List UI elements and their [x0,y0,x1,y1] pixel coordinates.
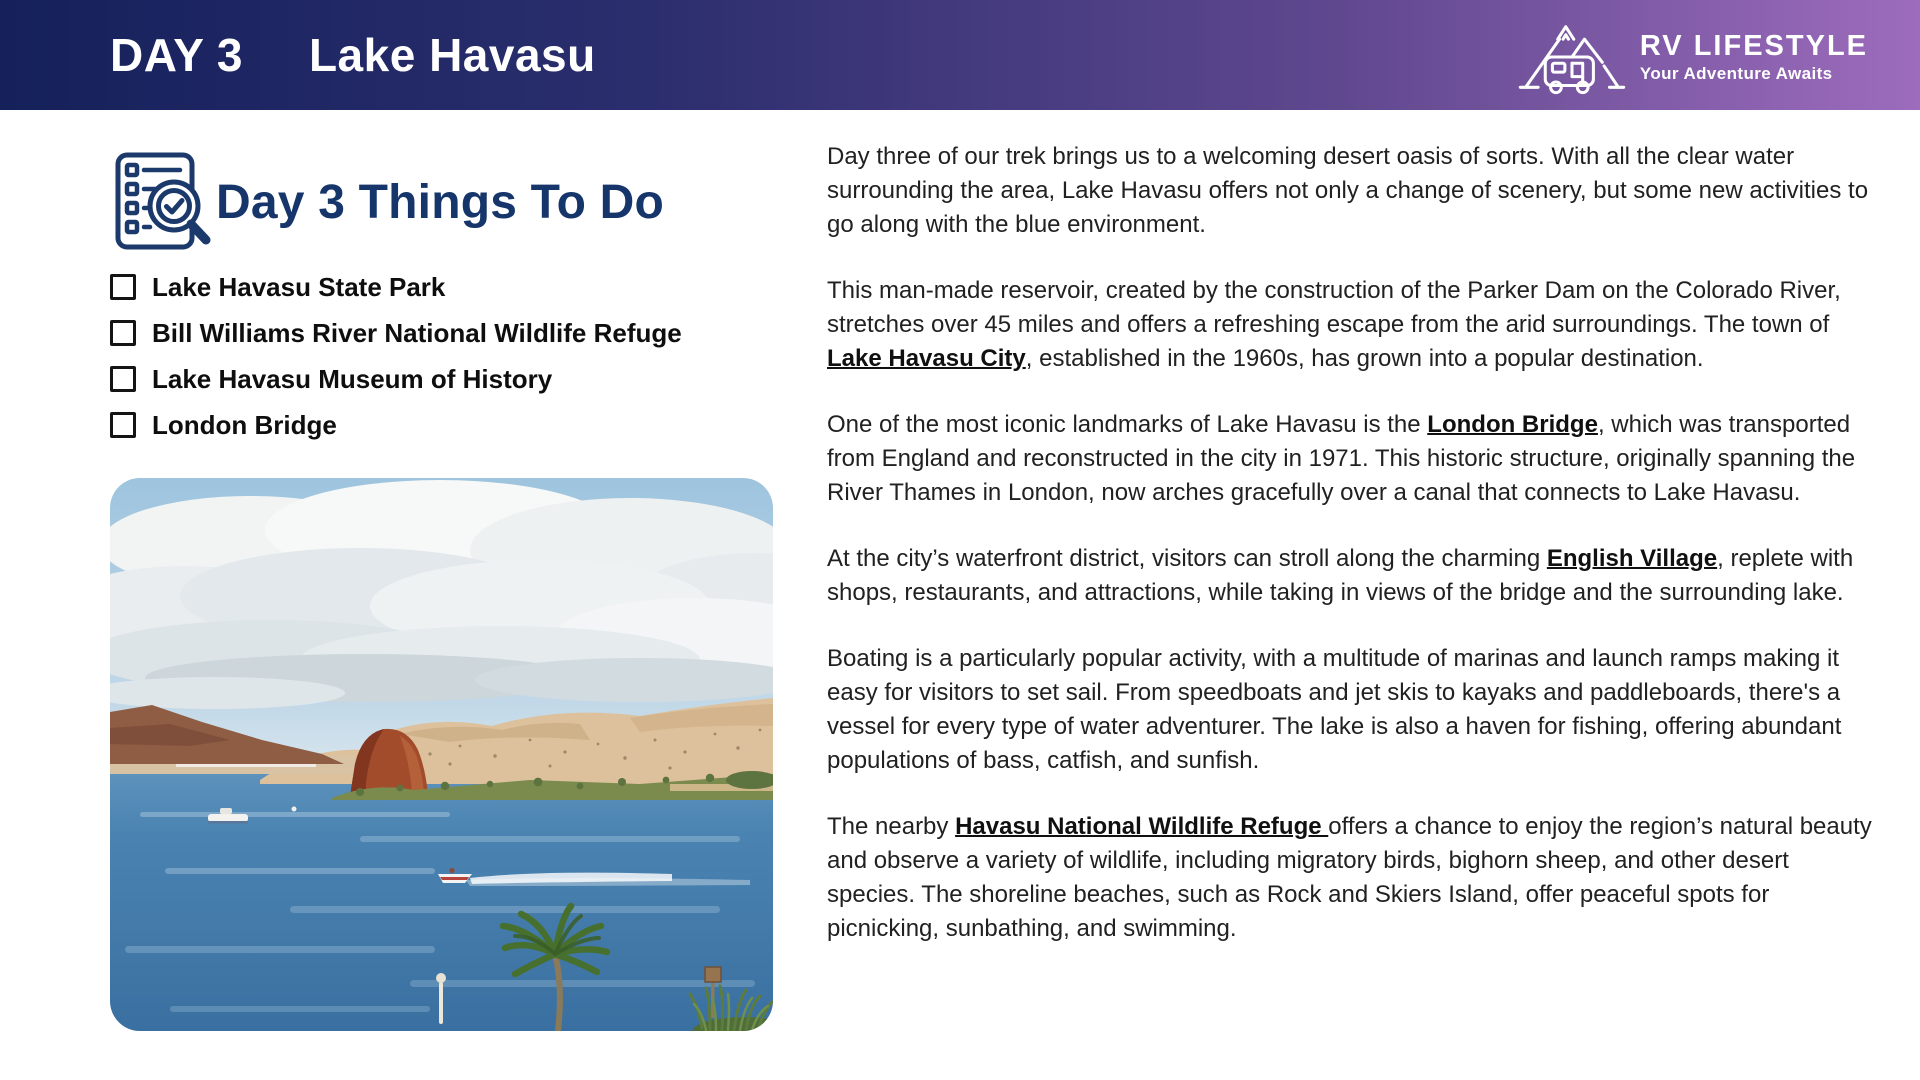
brand-text [1640,31,1868,82]
todo-item [110,316,773,350]
todo-title: Day 3 Things To Do [216,175,665,229]
todo-item-label: Bill Williams River National Wildlife Refuge [152,317,682,348]
checkbox-icon[interactable] [110,320,136,346]
todo-item-label: Lake Havasu Museum of History [152,363,553,394]
inline-link[interactable]: London Bridge [1427,411,1598,438]
text-segment: At the city’s waterfront district, visitors can stroll along the charming [827,545,1547,572]
text-segment: One of the most iconic landmarks of Lake Havasu is the [827,411,1428,438]
text-segment: This man-made reservoir, created by the construction of the Parker Dam on the Colorado River, stretches over 45 miles and offers a refreshing escape from the arid surroundings. The town of [827,277,1841,338]
clouds [110,480,773,709]
brand-name: RV LIFESTYLE [1639,30,1868,63]
paragraph [827,542,1873,610]
paragraph [827,810,1873,946]
lake-havasu-photo [110,478,773,1031]
location-title: Lake Havasu [308,29,596,81]
checkbox-icon[interactable] [110,274,136,300]
text-segment: , which was transported from England and reconstructed in the city in 1971. This historic structure, originally spanning the River Thames in London, now arches gracefully over a canal that connects to Lake Havasu. [827,411,1856,506]
inline-link[interactable]: English Village [1546,545,1718,572]
paragraph [827,408,1873,510]
header-bar [0,0,1920,110]
inline-link[interactable]: Lake Havasu City [827,345,1026,372]
text-segment: , established in the 1960s, has grown into a popular destination. [1025,345,1704,372]
todo-section [110,110,773,1031]
rv-mountains-icon [1518,16,1626,98]
paragraph [827,642,1873,778]
todo-header [110,150,773,254]
brand-logo [1518,16,1868,98]
lake-scene-illustration [110,478,773,1031]
day-label: DAY 3 [110,29,243,81]
buoy-dot [292,807,297,812]
todo-list [110,270,773,442]
todo-item [110,362,773,396]
checkbox-icon[interactable] [110,366,136,392]
brand-tagline: Your Adventure Awaits [1639,63,1833,83]
text-segment: offers a chance to enjoy the region’s natural beauty and observe a variety of wildlife, including migratory birds, bighorn sheep, and other desert species. The shoreline beaches, such as Rock and Skiers Island, offer peaceful spots for picnicking, sunbathing, and swimming. [827,813,1872,942]
checkbox-icon[interactable] [110,412,136,438]
todo-item-label: Lake Havasu State Park [152,271,446,302]
paragraph [827,274,1873,376]
text-segment: The nearby [827,813,956,840]
text-segment: Day three of our trek brings us to a welcoming desert oasis of sorts. With all the clear water surrounding the area, Lake Havasu offers not only a change of scenery, but some new activities to go along with the blue environment. [827,143,1869,238]
text-segment: Boating is a particularly popular activity, with a multitude of marinas and launch ramps making it easy for visitors to set sail. From speedboats and jet skis to kayaks and paddleboards, there's a vessel for every type of water adventurer. The lake is also a haven for fishing, offering abundant populations of bass, catfish, and sunfish. [827,645,1842,774]
checklist-magnifier-icon [110,150,222,254]
inline-link[interactable]: Havasu National Wildlife Refuge [955,813,1329,840]
page-content [0,110,1920,1031]
todo-item-label: London Bridge [152,409,337,440]
paragraph [827,140,1873,242]
text-segment: , replete with shops, restaurants, and attractions, while taking in views of the bridge and the surrounding lake. [827,545,1854,606]
todo-item [110,408,773,442]
todo-item [110,270,773,304]
header-title [110,28,596,82]
article [827,140,1873,978]
